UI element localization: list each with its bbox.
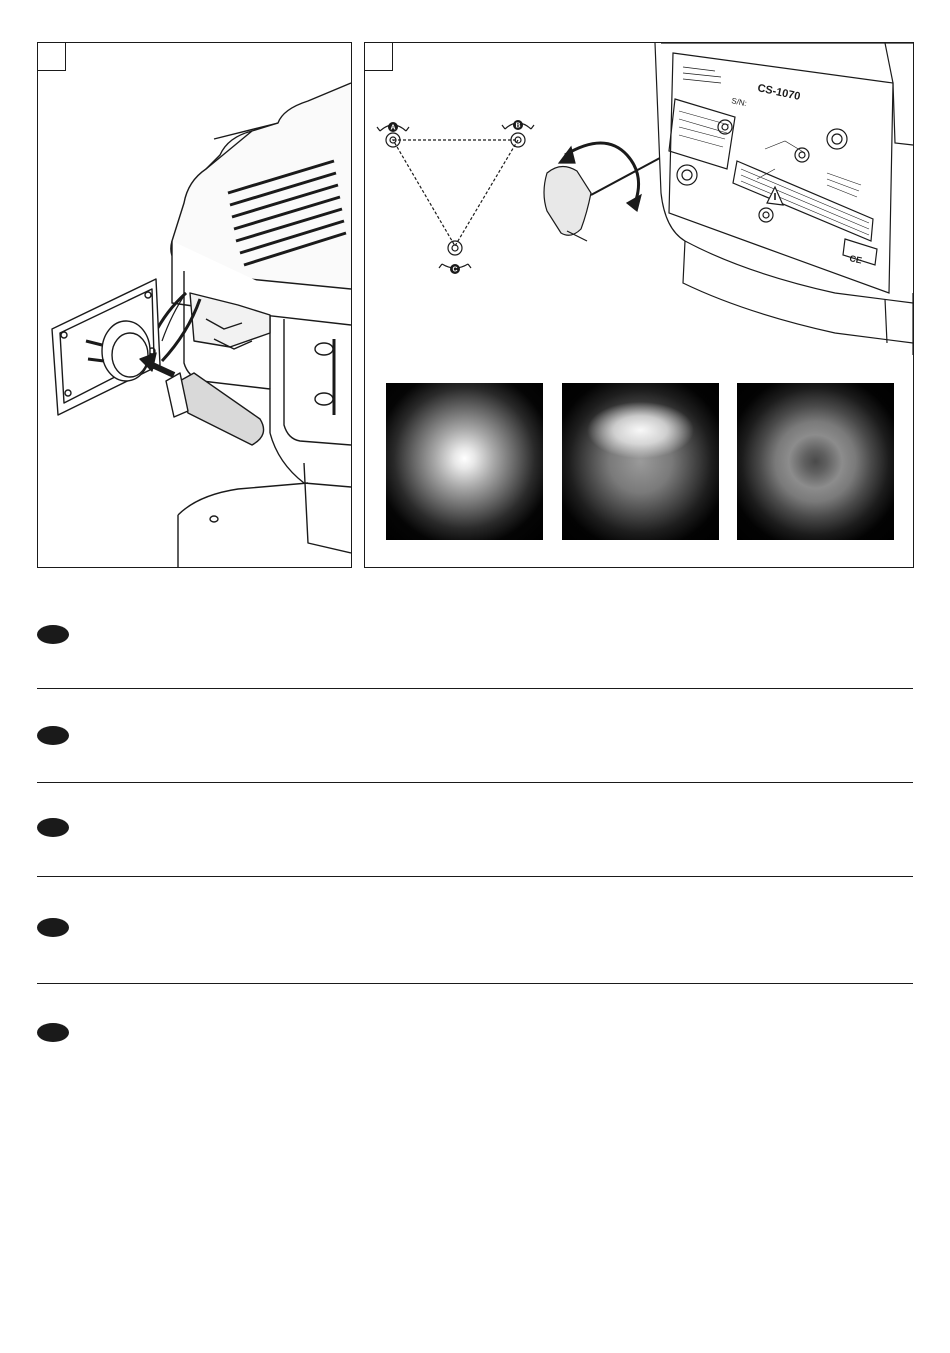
language-badge [37,818,69,837]
language-badge [37,918,69,937]
ce-mark: CE [848,253,863,266]
adjuster-label-a: A [390,124,396,132]
language-section-2 [37,702,913,783]
language-section-5 [37,984,913,1064]
language-section-3 [37,796,913,877]
figure-number-box [364,42,393,71]
language-section-1 [37,608,913,689]
language-section-4 [37,890,913,984]
language-badge [37,625,69,644]
device-model-label: CS-1070 [756,82,802,103]
serial-number-label: S/N: [730,96,748,109]
figure-lamp-insertion [37,42,352,568]
figure-lamp-alignment [364,42,914,568]
beam-pattern-hollow [737,383,894,540]
language-badge [37,1023,69,1042]
beam-pattern-offset [562,383,719,540]
adjuster-label-b: B [515,122,521,130]
adjuster-label-c: C [452,266,458,274]
figure-number-box [37,42,66,71]
language-badge [37,726,69,745]
lamp-insertion-illustration [38,43,351,567]
beam-pattern-centered [386,383,543,540]
